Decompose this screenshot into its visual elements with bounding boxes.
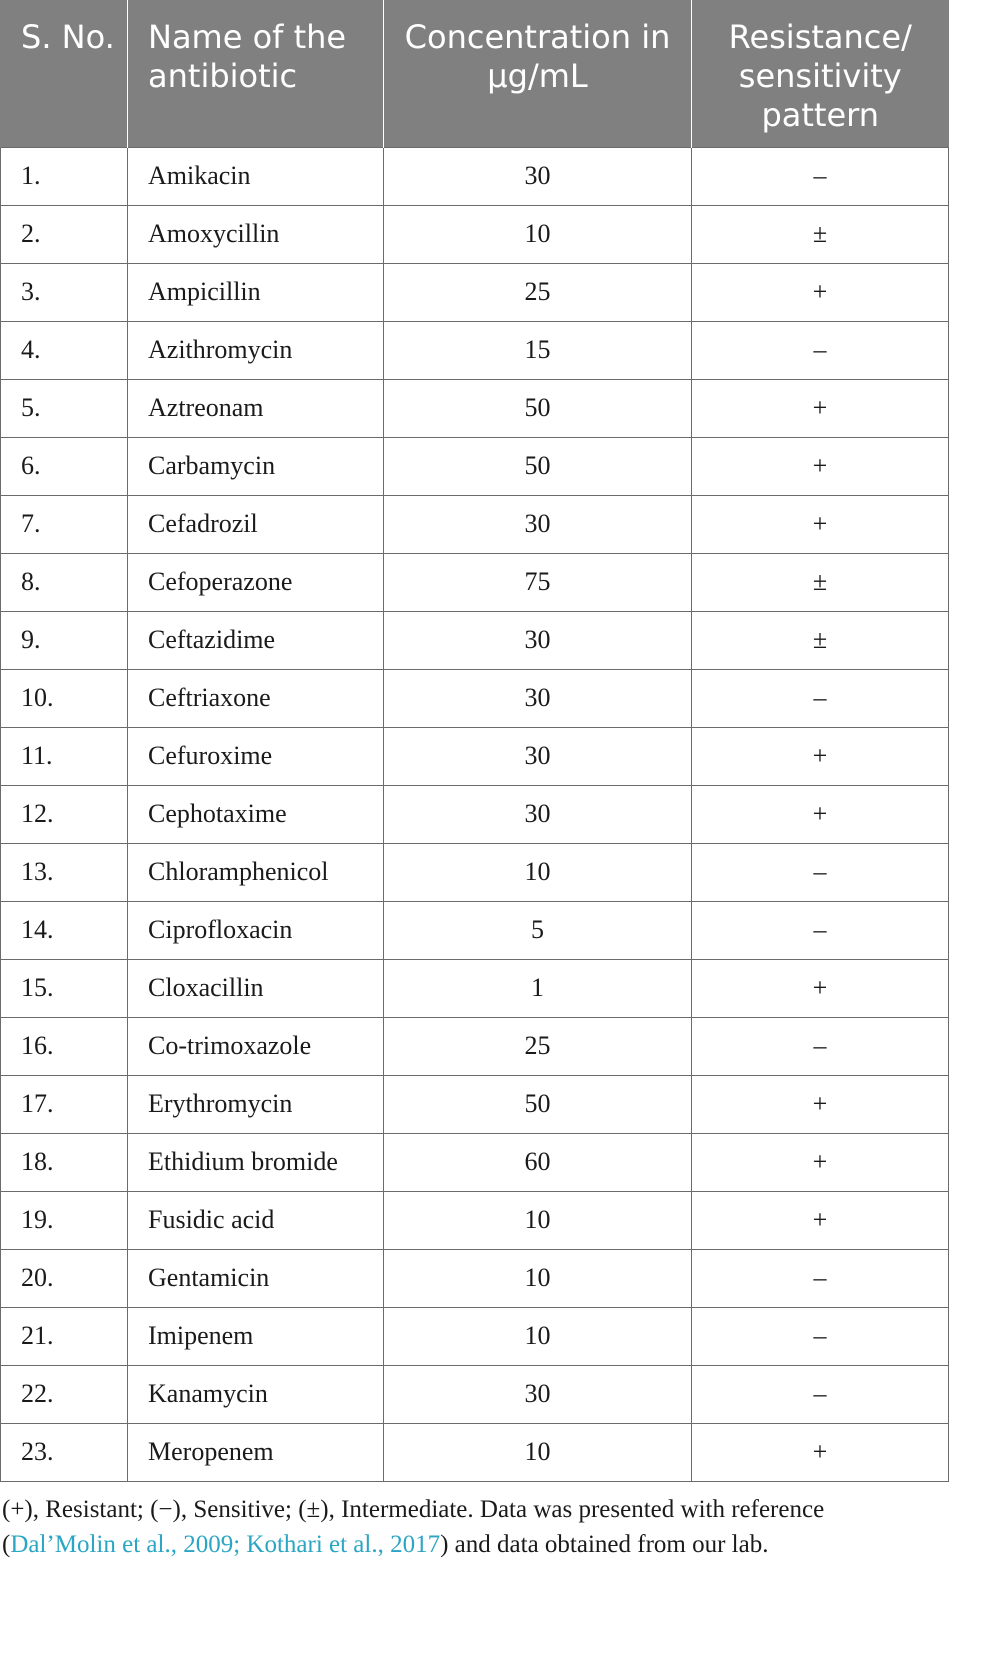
cell-resistance-pattern: – [692,1249,949,1307]
cell-serial-number: 11. [1,727,128,785]
cell-resistance-pattern: – [692,1307,949,1365]
cell-resistance-pattern: – [692,1017,949,1075]
cell-serial-number: 4. [1,321,128,379]
cell-serial-number: 20. [1,1249,128,1307]
cell-concentration: 30 [384,611,692,669]
cell-antibiotic-name: Carbamycin [128,437,384,495]
cell-serial-number: 22. [1,1365,128,1423]
cell-serial-number: 3. [1,263,128,321]
table-row [1,379,949,437]
cell-resistance-pattern: + [692,727,949,785]
cell-serial-number: 9. [1,611,128,669]
table-row [1,1365,949,1423]
table-row [1,553,949,611]
cell-concentration: 1 [384,959,692,1017]
table-row [1,495,949,553]
cell-antibiotic-name: Cloxacillin [128,959,384,1017]
reference-link[interactable]: Dal’Molin et al., 2009; Kothari et al., 2017 [10,1530,441,1558]
cell-serial-number: 17. [1,1075,128,1133]
cell-serial-number: 14. [1,901,128,959]
cell-concentration: 30 [384,727,692,785]
cell-concentration: 10 [384,1249,692,1307]
header-concentration: Concentration in µg/mL [384,0,692,147]
cell-resistance-pattern: – [692,147,949,205]
cell-concentration: 5 [384,901,692,959]
cell-serial-number: 19. [1,1191,128,1249]
cell-antibiotic-name: Azithromycin [128,321,384,379]
cell-serial-number: 12. [1,785,128,843]
cell-serial-number: 10. [1,669,128,727]
cell-resistance-pattern: ± [692,205,949,263]
table-row [1,727,949,785]
table-row [1,1249,949,1307]
cell-antibiotic-name: Cefuroxime [128,727,384,785]
cell-antibiotic-name: Cefoperazone [128,553,384,611]
cell-concentration: 30 [384,147,692,205]
cell-antibiotic-name: Amikacin [128,147,384,205]
cell-antibiotic-name: Ciprofloxacin [128,901,384,959]
cell-serial-number: 16. [1,1017,128,1075]
cell-antibiotic-name: Cefadrozil [128,495,384,553]
table-row [1,1133,949,1191]
table-footnote [0,1492,950,1562]
table-row [1,611,949,669]
cell-antibiotic-name: Aztreonam [128,379,384,437]
cell-resistance-pattern: + [692,959,949,1017]
cell-antibiotic-name: Amoxycillin [128,205,384,263]
cell-serial-number: 1. [1,147,128,205]
cell-concentration: 30 [384,785,692,843]
cell-concentration: 50 [384,1075,692,1133]
cell-antibiotic-name: Ceftriaxone [128,669,384,727]
cell-serial-number: 5. [1,379,128,437]
cell-resistance-pattern: + [692,495,949,553]
cell-serial-number: 23. [1,1423,128,1481]
cell-resistance-pattern: – [692,1365,949,1423]
cell-concentration: 25 [384,263,692,321]
cell-serial-number: 15. [1,959,128,1017]
cell-antibiotic-name: Chloramphenicol [128,843,384,901]
cell-resistance-pattern: + [692,1423,949,1481]
cell-resistance-pattern: + [692,437,949,495]
header-resistance-pattern: Resistance/ sensitivity pattern [692,0,949,147]
cell-concentration: 15 [384,321,692,379]
cell-concentration: 10 [384,843,692,901]
cell-concentration: 10 [384,205,692,263]
cell-concentration: 25 [384,1017,692,1075]
cell-resistance-pattern: + [692,263,949,321]
table-row [1,263,949,321]
cell-antibiotic-name: Meropenem [128,1423,384,1481]
table-row [1,147,949,205]
cell-resistance-pattern: + [692,1191,949,1249]
footnote-tail: ) and data obtained from our lab. [440,1530,769,1558]
cell-concentration: 10 [384,1423,692,1481]
cell-resistance-pattern: – [692,843,949,901]
cell-resistance-pattern: + [692,379,949,437]
cell-concentration: 10 [384,1307,692,1365]
cell-resistance-pattern: + [692,1133,949,1191]
table-row [1,321,949,379]
table-row [1,785,949,843]
header-serial-number: S. No. [1,0,128,147]
cell-concentration: 60 [384,1133,692,1191]
header-antibiotic-name: Name of the antibiotic [128,0,384,147]
table-row [1,1423,949,1481]
cell-serial-number: 7. [1,495,128,553]
table-body [1,147,949,1481]
cell-concentration: 30 [384,1365,692,1423]
cell-antibiotic-name: Ethidium bromide [128,1133,384,1191]
table-row [1,205,949,263]
table-row [1,843,949,901]
table-row [1,1075,949,1133]
cell-serial-number: 2. [1,205,128,263]
cell-antibiotic-name: Fusidic acid [128,1191,384,1249]
cell-antibiotic-name: Erythromycin [128,1075,384,1133]
cell-antibiotic-name: Ampicillin [128,263,384,321]
cell-antibiotic-name: Kanamycin [128,1365,384,1423]
cell-antibiotic-name: Gentamicin [128,1249,384,1307]
cell-concentration: 30 [384,495,692,553]
cell-resistance-pattern: + [692,785,949,843]
table-row [1,1307,949,1365]
table-row [1,1017,949,1075]
cell-resistance-pattern: – [692,901,949,959]
cell-resistance-pattern: ± [692,553,949,611]
footnote-open-paren: ( [2,1530,11,1558]
table-row [1,437,949,495]
cell-antibiotic-name: Imipenem [128,1307,384,1365]
table-row [1,1191,949,1249]
cell-concentration: 75 [384,553,692,611]
cell-resistance-pattern: – [692,321,949,379]
cell-serial-number: 8. [1,553,128,611]
cell-serial-number: 18. [1,1133,128,1191]
cell-concentration: 10 [384,1191,692,1249]
cell-concentration: 30 [384,669,692,727]
cell-serial-number: 21. [1,1307,128,1365]
cell-resistance-pattern: – [692,669,949,727]
cell-serial-number: 6. [1,437,128,495]
cell-antibiotic-name: Ceftazidime [128,611,384,669]
cell-resistance-pattern: ± [692,611,949,669]
table-row [1,669,949,727]
cell-concentration: 50 [384,379,692,437]
footnote-legend: (+), Resistant; (−), Sensitive; (±), Intermediate. Data was presented with reference [2,1495,825,1523]
table-row [1,901,949,959]
table-header-row [1,0,949,147]
cell-antibiotic-name: Cephotaxime [128,785,384,843]
cell-serial-number: 13. [1,843,128,901]
cell-antibiotic-name: Co-trimoxazole [128,1017,384,1075]
table-row [1,959,949,1017]
cell-concentration: 50 [384,437,692,495]
cell-resistance-pattern: + [692,1075,949,1133]
